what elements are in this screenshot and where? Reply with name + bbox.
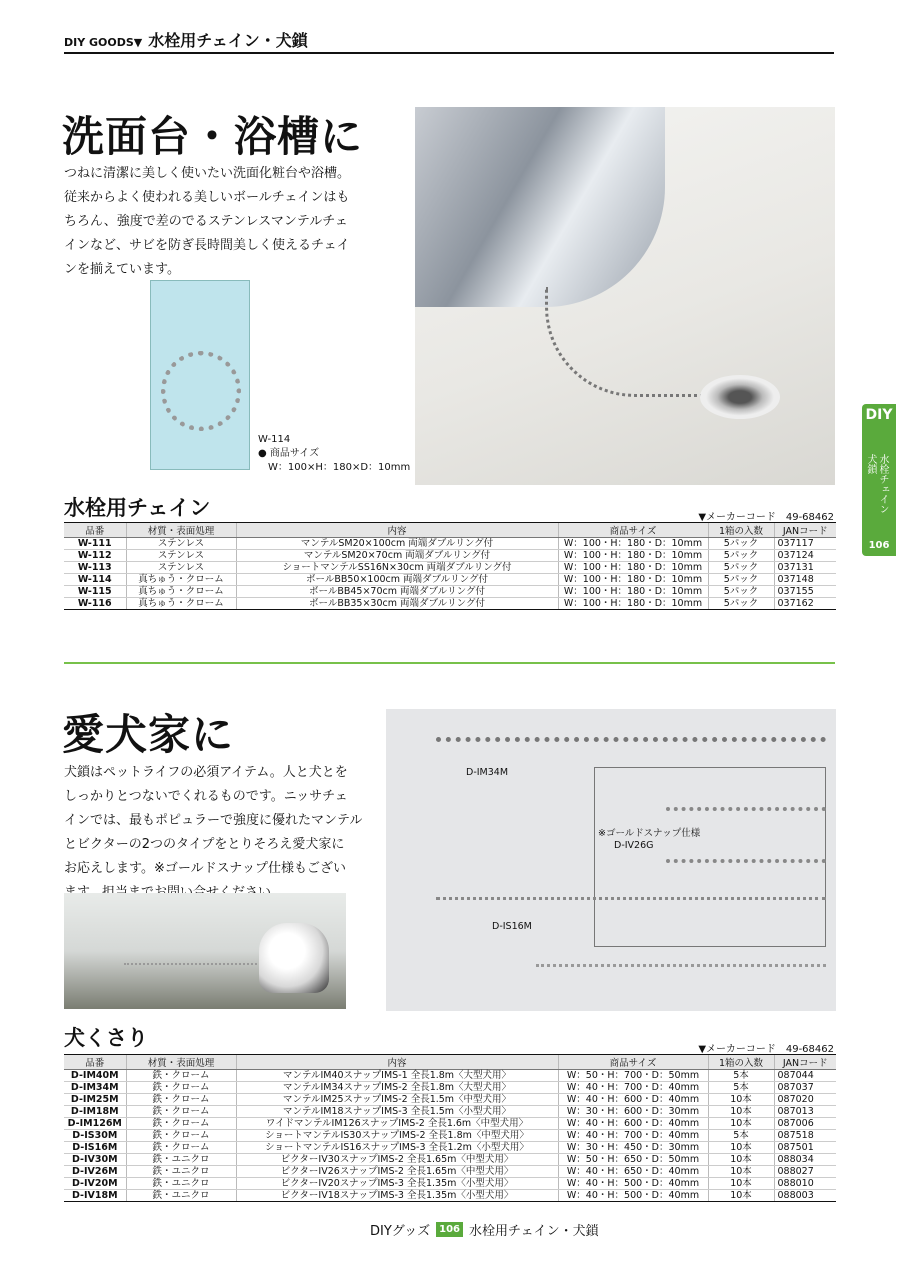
table-cell: 10本 [708, 1154, 774, 1166]
table-cell: 088010 [774, 1178, 836, 1190]
sink-photo [415, 107, 835, 485]
table-cell: D-IS16M [64, 1142, 126, 1154]
table-cell: 鉄・ユニクロ [126, 1190, 236, 1202]
table-cell: 鉄・クローム [126, 1130, 236, 1142]
table-cell: 真ちゅう・クローム [126, 586, 236, 598]
table-cell: 037131 [774, 562, 836, 574]
header-title: 水栓用チェイン・犬鎖 [148, 31, 308, 50]
table-cell: 鉄・クローム [126, 1118, 236, 1130]
table-cell: 10本 [708, 1118, 774, 1130]
table-cell: 鉄・ユニクロ [126, 1178, 236, 1190]
table-cell: 10本 [708, 1178, 774, 1190]
table-row [64, 1154, 836, 1166]
table-row [64, 1094, 836, 1106]
table-cell: ビクターIV26スナップIMS-2 全長1.65m〈中型犬用〉 [236, 1166, 558, 1178]
table-cell: D-IV18M [64, 1190, 126, 1202]
table-cell: W：40・H：650・D：40mm [558, 1166, 708, 1178]
table-row [64, 1106, 836, 1118]
table-cell: W：40・H：700・D：40mm [558, 1130, 708, 1142]
side-tab-page: 106 [868, 540, 890, 551]
col-header: 品番 [64, 523, 126, 538]
table-row [64, 598, 836, 610]
table-cell: W：100・H：180・D：10mm [558, 562, 708, 574]
table-cell: 真ちゅう・クローム [126, 598, 236, 610]
table-cell: 5本 [708, 1130, 774, 1142]
table-cell: D-IM40M [64, 1070, 126, 1082]
table-cell: W：40・H：500・D：40mm [558, 1190, 708, 1202]
table-cell: 087013 [774, 1106, 836, 1118]
table-cell: 087501 [774, 1142, 836, 1154]
table-cell: マンテルIM18スナップIMS-3 全長1.5m〈小型犬用〉 [236, 1106, 558, 1118]
table-row [64, 1142, 836, 1154]
intro-line: ンを揃えています。 [64, 262, 180, 277]
col-header: 1箱の入数 [708, 523, 774, 538]
table-cell: D-IV20M [64, 1178, 126, 1190]
section1-heading: 洗面台・浴槽に [62, 112, 364, 161]
side-tab-line1: 水栓チェイン [877, 454, 888, 514]
intro-line: インでは、最もポピュラーで強度に優れたマンテル [64, 813, 363, 828]
table-cell: 10本 [708, 1142, 774, 1154]
side-tab-diy: DIY [865, 407, 893, 423]
dog-chains-photo [386, 709, 836, 1011]
table-cell: ビクターIV30スナップIMS-2 全長1.65m〈中型犬用〉 [236, 1154, 558, 1166]
table-cell: W-116 [64, 598, 126, 610]
package-photo [150, 280, 250, 470]
table-cell: 088003 [774, 1190, 836, 1202]
col-header: 品番 [64, 1055, 126, 1070]
table-row [64, 1118, 836, 1130]
col-header: 内容 [236, 523, 558, 538]
table-row [64, 538, 836, 550]
table-row [64, 1178, 836, 1190]
table-cell: 鉄・ユニクロ [126, 1154, 236, 1166]
col-header: 材質・表面処理 [126, 523, 236, 538]
table-cell: D-IM18M [64, 1106, 126, 1118]
table2-title: 犬くさり [64, 1026, 148, 1050]
table-cell: W：40・H：500・D：40mm [558, 1178, 708, 1190]
header-category: DIY GOODS▼ [64, 36, 143, 49]
section-divider [64, 662, 835, 664]
section1-intro [64, 162, 364, 282]
table-cell: ビクターIV18スナップIMS-3 全長1.35m〈小型犬用〉 [236, 1190, 558, 1202]
table-cell: ショートマンテルIS16スナップIMS-3 全長1.2m〈小型犬用〉 [236, 1142, 558, 1154]
side-tab-line2: 犬鎖 [865, 454, 876, 474]
table-cell: マンテルSM20×100cm 両端ダブルリング付 [236, 538, 558, 550]
table-cell: W：40・H：600・D：40mm [558, 1094, 708, 1106]
table-row [64, 550, 836, 562]
table-cell: ショートマンテルSS16N×30cm 両端ダブルリング付 [236, 562, 558, 574]
table-cell: 088027 [774, 1166, 836, 1178]
intro-line: つねに清潔に美しく使いたい洗面化粧台や浴槽。 [64, 166, 351, 181]
footer-left: DIYグッズ [370, 1224, 431, 1239]
table-cell: 鉄・クローム [126, 1106, 236, 1118]
table-cell: ステンレス [126, 550, 236, 562]
intro-line: しっかりとつないでくれるものです。ニッサチェ [64, 789, 348, 804]
intro-line: ちろん、強度で差のでるステンレスマンテルチェ [64, 214, 348, 229]
table-row [64, 574, 836, 586]
table-cell: 真ちゅう・クローム [126, 574, 236, 586]
table-cell: 10本 [708, 1094, 774, 1106]
gold-snap-inset [594, 767, 826, 947]
table-cell: 鉄・ユニクロ [126, 1166, 236, 1178]
table-cell: ボールBB50×100cm 両端ダブルリング付 [236, 574, 558, 586]
table-cell: 087020 [774, 1094, 836, 1106]
table-cell: 037162 [774, 598, 836, 610]
table-row [64, 1070, 836, 1082]
table-cell: 鉄・クローム [126, 1082, 236, 1094]
table-cell: ボールBB35×30cm 両端ダブルリング付 [236, 598, 558, 610]
table-cell: 5パック [708, 598, 774, 610]
col-header: 材質・表面処理 [126, 1055, 236, 1070]
footer-right: 水栓用チェイン・犬鎖 [469, 1224, 599, 1239]
table-cell: D-IV30M [64, 1154, 126, 1166]
col-header: 1箱の入数 [708, 1055, 774, 1070]
table-cell: マンテルIM34スナップIMS-2 全長1.8m〈大型犬用〉 [236, 1082, 558, 1094]
table-cell: ビクターIV20スナップIMS-3 全長1.35m〈小型犬用〉 [236, 1178, 558, 1190]
product-code: W-114 [258, 434, 291, 445]
maker-code: ▼メーカーコード 49-68462 [698, 1044, 834, 1055]
col-header: JANコード [774, 1055, 836, 1070]
product-caption [258, 433, 410, 475]
header-divider [64, 52, 834, 54]
table-row [64, 1130, 836, 1142]
table-cell: 10本 [708, 1106, 774, 1118]
table-cell: マンテルSM20×70cm 両端ダブルリング付 [236, 550, 558, 562]
intro-line: インなど、サビを防ぎ長時間美しく使えるチェイ [64, 238, 350, 253]
table-cell: 037155 [774, 586, 836, 598]
table-cell: 087006 [774, 1118, 836, 1130]
page-header [64, 28, 308, 50]
col-header: 商品サイズ [558, 1055, 708, 1070]
intro-line: お応えします。※ゴールドスナップ仕様もござい [64, 861, 346, 876]
table-cell: D-IM25M [64, 1094, 126, 1106]
table-cell: W：100・H：180・D：10mm [558, 598, 708, 610]
table-cell: W：50・H：650・D：50mm [558, 1154, 708, 1166]
table-cell: W-114 [64, 574, 126, 586]
table-cell: 037124 [774, 550, 836, 562]
table-cell: ショートマンテルIS30スナップIMS-2 全長1.8m〈中型犬用〉 [236, 1130, 558, 1142]
table-cell: D-IM126M [64, 1118, 126, 1130]
size-label: ● 商品サイズ [258, 448, 320, 459]
table-cell: マンテルIM25スナップIMS-2 全長1.5m〈中型犬用〉 [236, 1094, 558, 1106]
faucet-chain-table [64, 522, 836, 610]
label-iv26g: D-IV26G [614, 840, 654, 851]
footer-page-number: 106 [436, 1222, 463, 1237]
table-cell: W-112 [64, 550, 126, 562]
table-cell: 088034 [774, 1154, 836, 1166]
side-index-tab [862, 404, 896, 556]
table-cell: 5本 [708, 1070, 774, 1082]
table-cell: 10本 [708, 1166, 774, 1178]
table-cell: W：40・H：600・D：40mm [558, 1118, 708, 1130]
table-cell: W-111 [64, 538, 126, 550]
dog-photo [64, 893, 346, 1009]
table-cell: 鉄・クローム [126, 1094, 236, 1106]
table-row [64, 1082, 836, 1094]
table-cell: W：40・H：700・D：40mm [558, 1082, 708, 1094]
intro-line: 従来からよく使われる美しいボールチェインはも [64, 190, 350, 205]
table-cell: 087037 [774, 1082, 836, 1094]
table-cell: D-IS30M [64, 1130, 126, 1142]
col-header: JANコード [774, 523, 836, 538]
table-cell: 5パック [708, 550, 774, 562]
table-header-row [64, 1055, 836, 1070]
col-header: 商品サイズ [558, 523, 708, 538]
table-cell: W：30・H：450・D：30mm [558, 1142, 708, 1154]
table-cell: W：100・H：180・D：10mm [558, 586, 708, 598]
table-cell: W-113 [64, 562, 126, 574]
table-cell: 037117 [774, 538, 836, 550]
table-cell: マンテルIM40スナップIMS-1 全長1.8m〈大型犬用〉 [236, 1070, 558, 1082]
table-cell: 087518 [774, 1130, 836, 1142]
section2-heading: 愛犬家に [62, 710, 235, 759]
table-row [64, 562, 836, 574]
table-cell: W：30・H：600・D：30mm [558, 1106, 708, 1118]
maker-code: ▼メーカーコード 49-68462 [698, 512, 834, 523]
table-cell: ボールBB45×70cm 両端ダブルリング付 [236, 586, 558, 598]
table-row [64, 1190, 836, 1202]
table-cell: 鉄・クローム [126, 1070, 236, 1082]
section2-intro [64, 761, 364, 905]
table-cell: 5本 [708, 1082, 774, 1094]
size-value: W：100×H：180×D：10mm [268, 462, 411, 473]
page-footer [370, 1220, 599, 1239]
table-cell: D-IM34M [64, 1082, 126, 1094]
table-cell: D-IV26M [64, 1166, 126, 1178]
label-gold-snap: ※ゴールドスナップ仕様 [598, 828, 701, 839]
label-im34m: D-IM34M [466, 767, 509, 778]
col-header: 内容 [236, 1055, 558, 1070]
table-cell: ステンレス [126, 562, 236, 574]
table-cell: ステンレス [126, 538, 236, 550]
table-cell: 087044 [774, 1070, 836, 1082]
dog-chain-table [64, 1054, 836, 1202]
table-row [64, 1166, 836, 1178]
table-cell: ワイドマンテルIM126スナップIMS-2 全長1.6m〈中型犬用〉 [236, 1118, 558, 1130]
table-cell: 5パック [708, 574, 774, 586]
table-cell: 5パック [708, 562, 774, 574]
table1-title: 水栓用チェイン [64, 496, 211, 520]
table-row [64, 586, 836, 598]
table-cell: W：100・H：180・D：10mm [558, 538, 708, 550]
table-cell: W：100・H：180・D：10mm [558, 550, 708, 562]
table-cell: 5パック [708, 586, 774, 598]
table-header-row [64, 523, 836, 538]
table-cell: 037148 [774, 574, 836, 586]
table-cell: W：100・H：180・D：10mm [558, 574, 708, 586]
intro-line: とビクターの2つのタイプをとりそろえ愛犬家に [64, 837, 345, 852]
table-cell: 鉄・クローム [126, 1142, 236, 1154]
table-cell: W-115 [64, 586, 126, 598]
intro-line: 犬鎖はペットライフの必須アイテム。人と犬とを [64, 765, 348, 780]
table-cell: 10本 [708, 1190, 774, 1202]
label-is16m: D-IS16M [492, 921, 532, 932]
table-cell: 5パック [708, 538, 774, 550]
table-cell: W：50・H：700・D：50mm [558, 1070, 708, 1082]
